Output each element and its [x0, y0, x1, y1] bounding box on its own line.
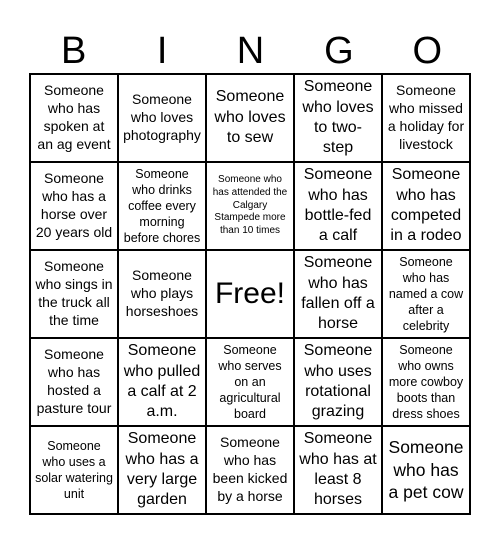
header-letter-i: I	[156, 30, 169, 72]
header-letter-b: B	[61, 30, 88, 72]
bingo-cell-r2c1[interactable]	[30, 162, 118, 250]
bingo-cell-r4c3[interactable]	[206, 338, 294, 426]
bingo-cell-r5c2[interactable]	[118, 426, 206, 514]
bingo-cell-text: Someone who has named a cow after a celebrity	[388, 255, 464, 333]
bingo-cell-text: Someone who uses a solar watering unit	[35, 439, 113, 501]
bingo-cell-r4c5[interactable]	[382, 338, 470, 426]
bingo-cell-text: Someone who has attended the Calgary Stampede more than 10 times	[212, 174, 288, 237]
bingo-cell-r4c4[interactable]	[294, 338, 382, 426]
bingo-cell-text: Someone who serves on an agricultural board	[218, 343, 282, 421]
bingo-cell-r1c2[interactable]	[118, 74, 206, 162]
bingo-cell-free[interactable]	[206, 250, 294, 338]
bingo-cell-r3c5[interactable]	[382, 250, 470, 338]
bingo-cell-text: Someone who loves to sew	[214, 88, 286, 147]
bingo-cell-text: Someone who loves to two-step	[302, 78, 374, 157]
bingo-cell-r5c5[interactable]	[382, 426, 470, 514]
bingo-cell-r3c4[interactable]	[294, 250, 382, 338]
bingo-cell-text: Someone who pulled a calf at 2 a.m.	[123, 342, 201, 421]
bingo-cell-text: Someone who sings in the truck all the time	[35, 258, 113, 328]
header-letter-g: G	[324, 30, 355, 72]
bingo-cell-text: Someone who has at least 8 horses	[299, 430, 377, 509]
bingo-cell-text: Someone who missed a holiday for livestock	[387, 82, 465, 152]
bingo-cell-r1c3[interactable]	[206, 74, 294, 162]
header-letter-n: N	[236, 30, 266, 72]
bingo-cell-text: Someone who plays horseshoes	[125, 267, 199, 319]
bingo-cell-text: Someone who has a very large garden	[125, 430, 199, 509]
bingo-cell-text: Someone who has fallen off a horse	[301, 254, 375, 333]
bingo-header	[30, 28, 472, 74]
bingo-cell-r1c1[interactable]	[30, 74, 118, 162]
free-space-label: Free!	[214, 276, 286, 310]
header-letter-o: O	[412, 30, 444, 72]
bingo-cell-r2c5[interactable]	[382, 162, 470, 250]
bingo-cell-text: Someone who has competed in a rodeo	[390, 166, 462, 245]
bingo-cell-r3c1[interactable]	[30, 250, 118, 338]
bingo-cell-r4c1[interactable]	[30, 338, 118, 426]
bingo-cell-text: Someone who has a pet cow	[388, 437, 464, 503]
bingo-cell-r2c2[interactable]	[118, 162, 206, 250]
bingo-cell-text: Someone who has spoken at an ag event	[37, 82, 111, 152]
bingo-cell-r1c4[interactable]	[294, 74, 382, 162]
bingo-cell-text: Someone who uses rotational grazing	[303, 342, 373, 421]
bingo-cell-text: Someone who has a horse over 20 years old	[35, 170, 113, 240]
bingo-cell-text: Someone who has bottle-fed a calf	[303, 166, 373, 245]
bingo-cell-text: Someone who drinks coffee every morning before chores	[123, 167, 201, 245]
bingo-cell-r5c4[interactable]	[294, 426, 382, 514]
bingo-cell-text: Someone who loves photography	[123, 91, 201, 143]
bingo-cell-r5c1[interactable]	[30, 426, 118, 514]
bingo-cell-r1c5[interactable]	[382, 74, 470, 162]
bingo-cell-r4c2[interactable]	[118, 338, 206, 426]
bingo-cell-text: Someone who owns more cowboy boots than dress shoes	[388, 343, 464, 421]
bingo-cell-r3c2[interactable]	[118, 250, 206, 338]
bingo-cell-r2c3[interactable]	[206, 162, 294, 250]
bingo-cell-r2c4[interactable]	[294, 162, 382, 250]
bingo-board	[29, 73, 471, 515]
bingo-cell-text: Someone who has been kicked by a horse	[212, 434, 288, 504]
bingo-cell-text: Someone who has hosted a pasture tour	[36, 346, 112, 416]
bingo-cell-r5c3[interactable]	[206, 426, 294, 514]
